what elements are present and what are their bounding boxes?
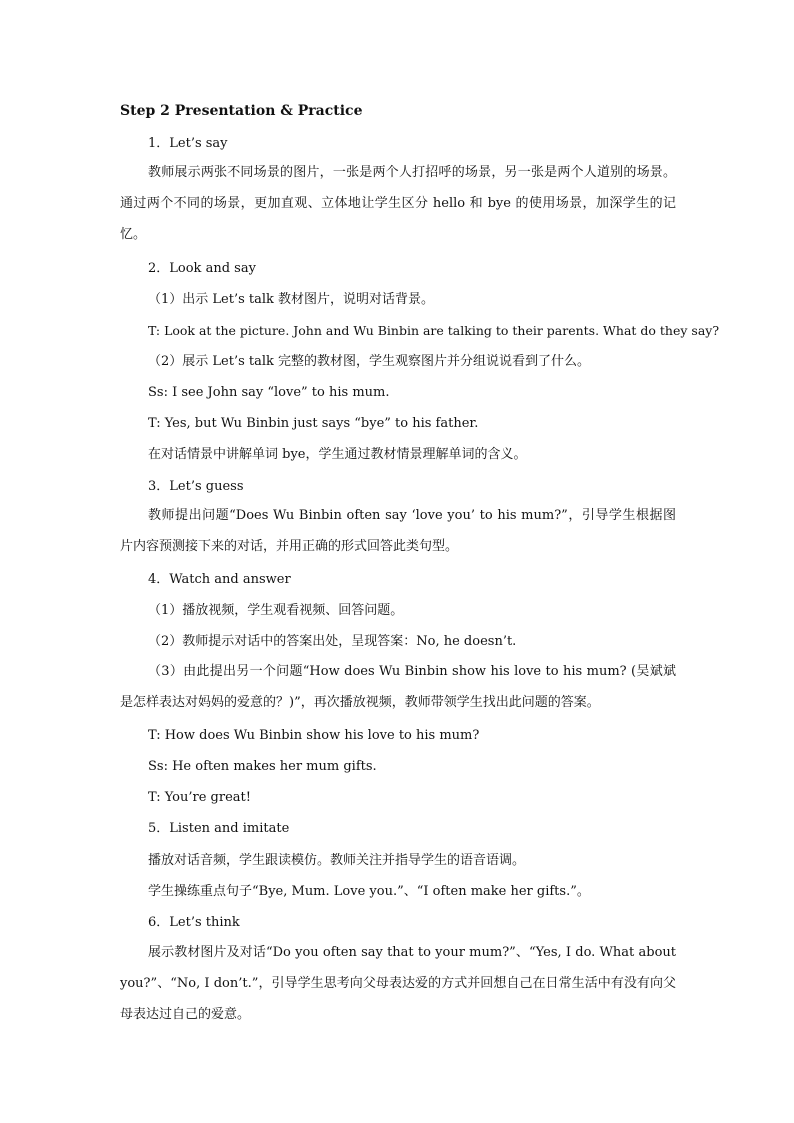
dialogue-line-teacher-3: T: How does Wu Binbin show his love to his mum? [148, 728, 480, 743]
list-item-show-full-picture: （2）展示 Let’s talk 完整的教材图，学生观察图片并分组说说看到了什么。 [148, 354, 591, 369]
line-practice-sentences: 学生操练重点句子“Bye, Mum. Love you.”、“I often make her gifts.”。 [148, 884, 590, 899]
paragraph-lets-say: 教师展示两张不同场景的图片，一张是两个人打招呼的场景，另一张是两个人道别的场景。通过两个不同的场景，更加直观、立体地让学生区分 hello 和 bye 的使用场景，加深学生的记忆。 [120, 165, 676, 242]
dialogue-line-teacher-4: T: You’re great! [148, 790, 251, 805]
list-item-show-answer: （2）教师提示对话中的答案出处，呈现答案：No, he doesn’t. [148, 634, 517, 649]
paragraph-lets-think: 展示教材图片及对话“Do you often say that to your mum?”、“Yes, I do. What about you?”、“No, I don’t.”，引导学生思考向父母表达爱的方式并回想自己在日常生活中有没有向父母表达过自己的爱意。 [120, 945, 676, 1022]
list-item-show-picture: （1）出示 Let’s talk 教材图片，说明对话背景。 [148, 292, 435, 307]
step-title-look-and-say: 2．Look and say [148, 261, 256, 276]
line-play-audio: 播放对话音频，学生跟读模仿。教师关注并指导学生的语音语调。 [148, 853, 526, 868]
dialogue-line-students-2: Ss: He often makes her mum gifts. [148, 759, 377, 774]
paragraph-lets-guess: 教师提出问题“Does Wu Binbin often say ‘love you’ to his mum?”，引导学生根据图片内容预测接下来的对话，并用正确的形式回答此类句型。 [120, 508, 676, 554]
dialogue-line-teacher: T: Look at the picture. John and Wu Binbin are talking to their parents. What do they say? [148, 323, 720, 338]
section-heading: Step 2 Presentation & Practice [120, 103, 363, 119]
step-title-watch-and-answer: 4．Watch and answer [148, 572, 291, 587]
list-item-another-question: （3）由此提出另一个问题“How does Wu Binbin show his love to his mum? (吴斌斌是怎样表达对妈妈的爱意的？)”，再次播放视频，教师带领学生找出此问题的答案。 [120, 664, 676, 710]
step-title-lets-think: 6．Let’s think [148, 915, 240, 930]
dialogue-line-students: Ss: I see John say “love” to his mum. [148, 385, 390, 400]
note-explain-bye: 在对话情景中讲解单词 bye，学生通过教材情景理解单词的含义。 [148, 447, 527, 462]
step-title-lets-say: 1．Let’s say [148, 136, 228, 151]
list-item-play-video: （1）播放视频，学生观看视频、回答问题。 [148, 603, 404, 618]
step-title-lets-guess: 3．Let’s guess [148, 479, 244, 494]
step-title-listen-and-imitate: 5．Listen and imitate [148, 821, 290, 836]
dialogue-line-teacher-2: T: Yes, but Wu Binbin just says “bye” to his father. [148, 416, 479, 431]
